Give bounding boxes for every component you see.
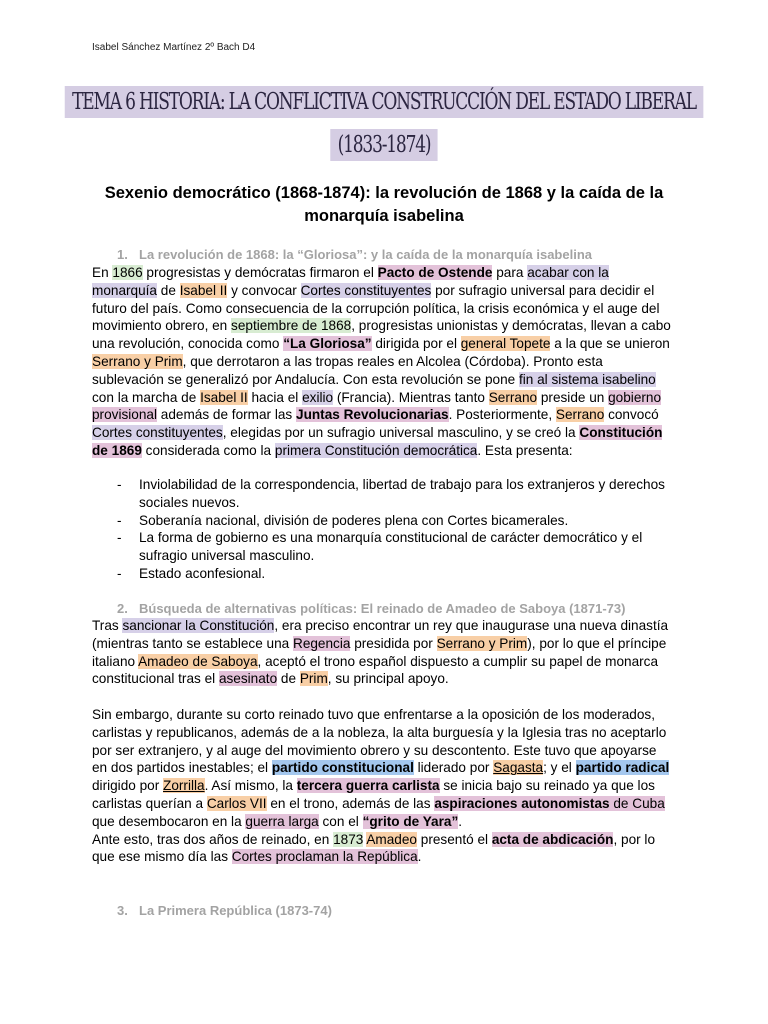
- section-heading-1: [117, 247, 592, 262]
- section-heading-3: [117, 903, 332, 918]
- list-item: - Estado aconfesional.: [92, 565, 672, 583]
- section-number: 2.: [117, 601, 128, 616]
- constitution-features-list: [92, 476, 672, 583]
- section-title: La Primera República (1873-74): [139, 903, 332, 918]
- list-item: - La forma de gobierno es una monarquía constitucional de carácter democrático y el sufragio universal masculino.: [92, 529, 672, 565]
- section-heading-2: [117, 601, 625, 616]
- section-title: La revolución de 1868: la “Gloriosa”: y la caída de la monarquía isabelina: [139, 247, 592, 262]
- subtitle: Sexenio democrático (1868-1874): la revolución de 1868 y la caída de la monarquía isabelina: [104, 184, 664, 225]
- list-item: - Soberanía nacional, división de poderes plena con Cortes bicamerales.: [92, 512, 672, 530]
- section-title: Búsqueda de alternativas políticas: El reinado de Amadeo de Saboya (1871-73): [139, 601, 626, 616]
- title-line-2: (1833-1874): [330, 129, 437, 161]
- section-number: 1.: [117, 247, 128, 262]
- section-number: 3.: [117, 903, 128, 918]
- section-1-paragraph: En 1866 progresistas y demócratas firmaron el Pacto de Ostende para acabar con la monarquía de Isabel II y convocar Cortes constituyentes por sufragio universal para decidir el futuro del país. Como consecuencia de la corrupción política, la crisis económica y el auge del movimiento obrero, en septiembre de 1868, progresistas unionistas y demócratas, llevan a cabo una revolución, conocida como “La Gloriosa” dirigida por el general Topete a la que se unieron Serrano y Prim, que derrotaron a las tropas reales en Alcolea (Córdoba). Pronto esta sublevación se generalizó por Andalucía. Con esta revolución se pone fin al sistema isabelino con la marcha de Isabel II hacia el exilio (Francia). Mientras tanto Serrano preside un gobierno provisional además de formar las Juntas Revolucionarias. Posteriormente, Serrano convocó Cortes constituyentes, elegidas por un sufragio universal masculino, y se creó la Constitución de 1869 considerada como la primera Constitución democrática. Esta presenta:: [92, 265, 671, 458]
- list-item: - Inviolabilidad de la correspondencia, libertad de trabajo para los extranjeros y derechos sociales nuevos.: [92, 476, 672, 512]
- title-line-1: TEMA 6 HISTORIA: LA CONFLICTIVA CONSTRUCCIÓN DEL ESTADO LIBERAL: [65, 86, 704, 118]
- section-2-paragraph-1: Tras sancionar la Constitución, era preciso encontrar un rey que inaugurase una nueva dinastía (mientras tanto se establece una Regencia presidida por Serrano y Prim), por lo que el príncipe italiano Amadeo de Saboya, aceptó el trono español dispuesto a cumplir su papel de monarca constitucional tras el asesinato de Prim, su principal apoyo.: [92, 618, 669, 687]
- section-2-paragraph-2: Sin embargo, durante su corto reinado tuvo que enfrentarse a la oposición de los moderados, carlistas y republicanos, además de a la nobleza, la alta burguesía y la Iglesia tras no aceptarlo por ser extranjero, y al auge del movimiento obrero y su descontento. Este tuvo que apoyarse en dos partidos inestables; el partido constitucional liderado por Sagasta; y el partido radical dirigido por Zorrilla. Así mismo, la tercera guerra carlista se inicia bajo su reinado ya que los carlistas querían a Carlos VII en el trono, además de las aspiraciones autonomistas de Cuba que desembocaron en la guerra larga con el “grito de Yara”. Ante esto, tras dos años de reinado, en 1873 Amadeo presentó el acta de abdicación, por lo que ese mismo día las Cortes proclaman la República.: [92, 707, 670, 865]
- author-header: Isabel Sánchez Martínez 2º Bach D4: [92, 42, 256, 53]
